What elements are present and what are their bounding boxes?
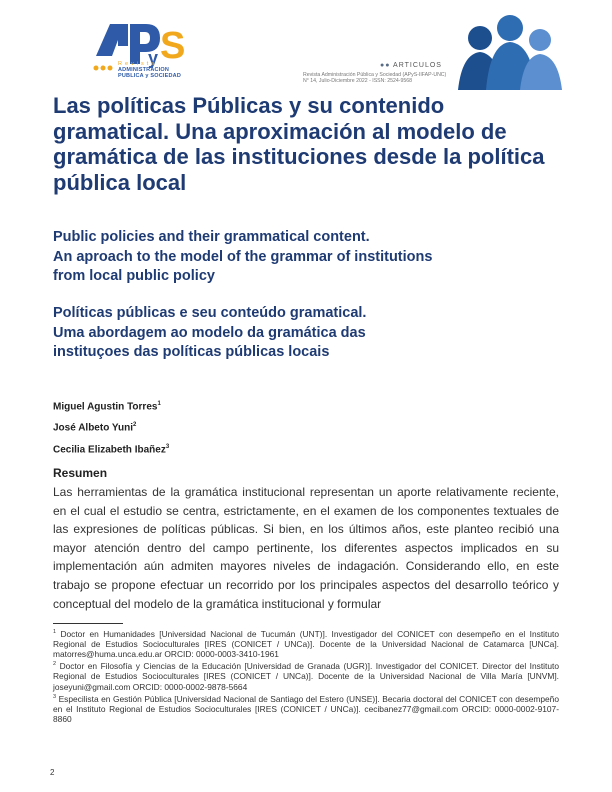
- svg-text:S: S: [160, 25, 186, 67]
- author: [53, 438, 169, 459]
- title-english-line-2: An aproach to the model of the grammar of institutions: [53, 248, 433, 265]
- footnote-marker[interactable]: 3: [165, 443, 170, 450]
- apys-logo: [88, 16, 198, 96]
- footnote: [53, 627, 559, 659]
- footnote-marker[interactable]: 2: [133, 422, 137, 429]
- title-portuguese-line-1: Políticas públicas e seu conteúdo gramatical.: [53, 305, 367, 321]
- title-portuguese: [53, 304, 573, 363]
- author: [53, 416, 169, 437]
- footnote: [53, 692, 559, 724]
- logo-subtitle: [118, 61, 181, 79]
- footnotes: [53, 627, 559, 724]
- abstract-heading: Resumen: [53, 466, 108, 480]
- author: [53, 395, 169, 416]
- title-english-line-1: Public policies and their grammatical content.: [53, 229, 370, 245]
- people-silhouettes-image: [440, 10, 570, 90]
- footnote-text: Doctor en Filosofía y Ciencias de la Educación [Universidad de Granada (UGR)]. Investigador del CONICET. Director del Instituto Regional de Estudios Socioculturales [IRES (CONICET / UNCa)]. Docente de la Universidad Nacional de Villa María [UNVM]. joseyuni@gmail.com ORCID: 0000-0002-9878-5664: [53, 661, 560, 692]
- logo-line-2: PUBLICA y SOCIEDAD: [118, 73, 181, 79]
- footnote-divider: [53, 623, 123, 624]
- section-name: ARTICULOS: [393, 62, 442, 69]
- author-list: [53, 395, 169, 459]
- footnote-number: 2: [53, 661, 57, 668]
- author-name: Cecilia Elizabeth Ibañez: [53, 443, 166, 455]
- svg-text:y: y: [148, 48, 159, 68]
- title-spanish: Las políticas Públicas y su contenido gramatical. Una aproximación al modelo de gramática de las instituciones desde la política pública local: [53, 93, 545, 195]
- logo-revista-text: Revista: [118, 61, 158, 67]
- section-dots-icon: ●●: [380, 62, 391, 69]
- author-name: Miguel Agustin Torres: [53, 401, 158, 413]
- page-number: 2: [50, 768, 55, 777]
- title-portuguese-line-2: Uma abordagem ao modelo da gramática das: [53, 324, 366, 341]
- footnote-number: 3: [53, 693, 57, 700]
- author-name: José Albeto Yuni: [53, 422, 134, 434]
- footnote-text: Doctor en Humanidades [Universidad Nacional de Tucumán (UNT)]. Investigador del CONICET con desempeño en el Instituto Regional de Estudios Socioculturales [IRES (CONICET / UNCa)]. Docente de la Universidad Nacional de Catamarca [UNCa]. matorres@huma.unca.edu.ar ORCID: 0000-0003-3410-1961: [53, 628, 559, 660]
- title-portuguese-line-3: instituçoes das políticas públicas locais: [53, 344, 330, 360]
- journal-info-line-2: N° 14, Julio-Diciembre 2022 - ISSN: 2524-9568: [303, 78, 413, 85]
- footnote-marker[interactable]: 1: [157, 401, 161, 407]
- journal-info-line-1: Revista Administración Pública y Sociedad (APyS-IIFAP-UNC): [303, 72, 447, 78]
- title-english-line-3: from local public policy: [53, 268, 215, 284]
- logo-line-1: ADMINISTRACION: [118, 67, 170, 73]
- title-english: [53, 228, 573, 287]
- abstract-body: Las herramientas de la gramática institucional representan un aporte relativamente reciente, en el cual el estudio se centra, estrictamente, en el examen de los componentes textuales de las expresiones de políticas públicas. Si bien, en los últimos años, este planteo recibió una mayor atención dentro del campo pertinente, los diferentes aspectos implicados en su implementación aún admiten mayores niveles de indagación. Considerando ello, en este trabajo se propone efectuar un recorrido por los principales aspectos del desarrollo teórico y conceptual del modelo de la gramática institucional y formular: [53, 485, 559, 611]
- footnote-text: Especilista en Gestión Pública [Universidad Nacional de Santiago del Estero (UNSE)]. Becaria doctoral del CONICET con desempeño en el Instituto Regional de Estudios Socioculturales [IRES (CONICET / UNCa)]. cecibanez77@gmail.com ORCID: 0000-0002-9107-8860: [53, 693, 559, 725]
- footnote: [53, 659, 559, 691]
- footnote-number: 1: [53, 629, 57, 635]
- section-label: [380, 62, 442, 69]
